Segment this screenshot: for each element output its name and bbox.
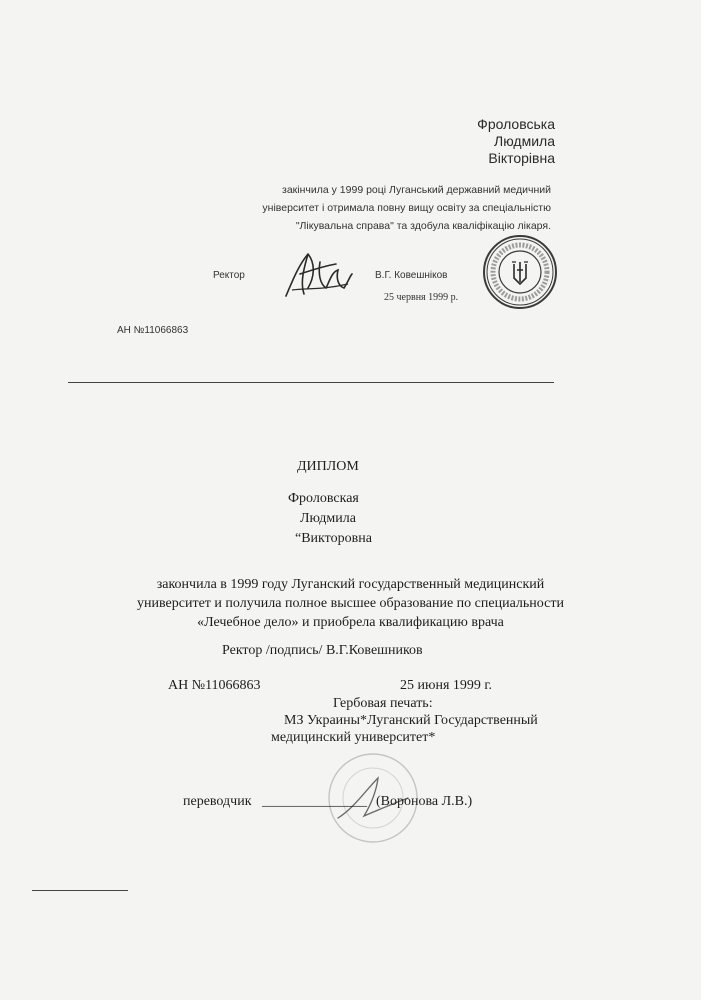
ua-surname: Фроловська: [477, 116, 555, 132]
ru-surname: Фроловская: [288, 491, 359, 506]
rector-signature: [278, 244, 358, 304]
ru-patronymic: “Викторовна: [295, 531, 372, 546]
translator-signature-line: _______________: [262, 794, 367, 809]
ua-text-line-3: "Лікувальна справа" та здобула кваліфікацію лікаря.: [295, 220, 551, 232]
ua-text-line-1: закінчила у 1999 році Луганський державний медичний: [282, 184, 551, 196]
ua-rector-label: Ректор: [213, 270, 245, 281]
ru-text-line-1: закончила в 1999 году Луганский государственный медицинский: [156, 577, 545, 592]
ua-first-name: Людмила: [494, 133, 555, 149]
ru-seal-label: Гербовая печать:: [333, 696, 433, 711]
ua-text-line-2: університет і отримала повну вищу освіту за спеціальністю: [262, 202, 551, 214]
ru-diploma-number: АН №11066863: [168, 678, 261, 693]
ru-title: ДИПЛОМ: [297, 459, 359, 474]
ru-seal-line-2: медицинский университет*: [271, 730, 436, 745]
ua-patronymic: Вікторівна: [488, 150, 555, 166]
bottom-rule: [32, 890, 128, 891]
ua-diploma-number: АН №11066863: [117, 325, 189, 336]
ru-text-line-3: «Лечебное дело» и приобрела квалификацию врача: [197, 615, 504, 630]
ru-rector-line: Ректор /подпись/ В.Г.Ковешников: [222, 643, 423, 658]
ru-first-name: Людмила: [300, 511, 356, 526]
official-seal: [482, 234, 558, 310]
translator-name: (Воронова Л.В.): [376, 794, 473, 809]
ru-seal-line-1: МЗ Украины*Луганский Государственный: [284, 713, 538, 728]
ua-date: 25 червня 1999 р.: [384, 292, 459, 303]
ru-text-line-2: университет и получила полное высшее образование по специальности: [137, 596, 564, 611]
ru-date: 25 июня 1999 г.: [400, 678, 493, 693]
translator-label: переводчик: [183, 794, 252, 809]
ua-rector-name: В.Г. Ковешніков: [375, 270, 448, 281]
section-divider: [68, 382, 554, 383]
